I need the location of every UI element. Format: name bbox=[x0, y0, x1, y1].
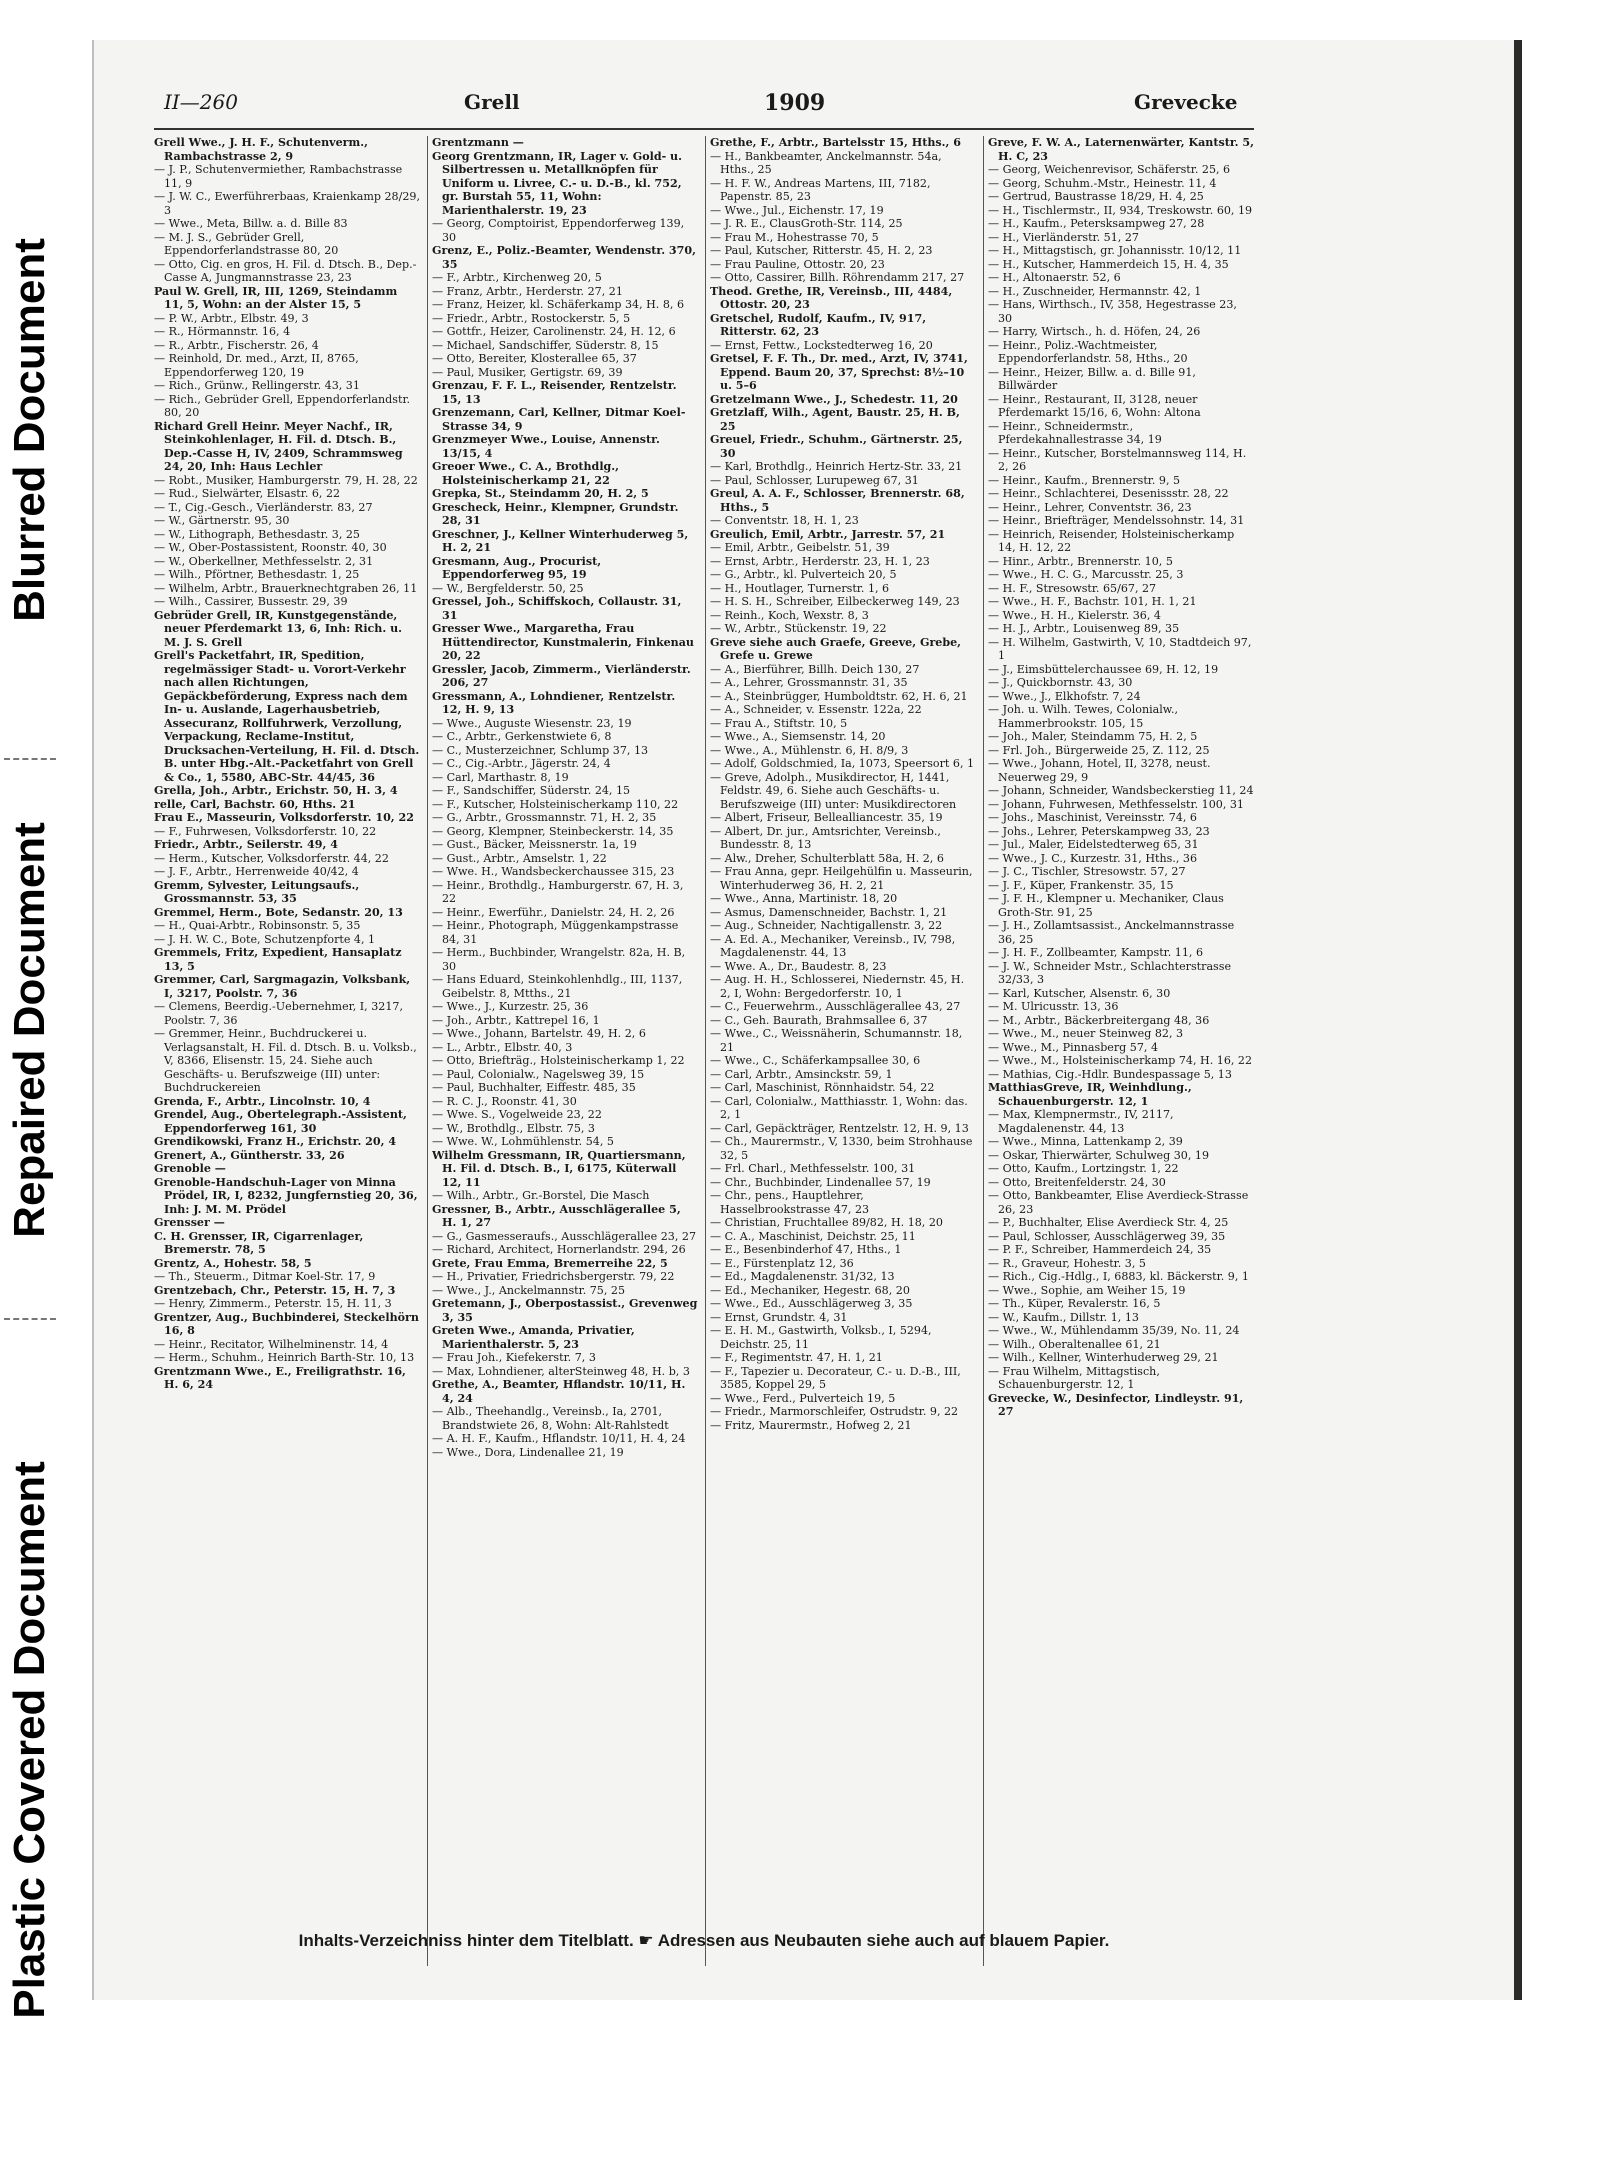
directory-entry: Gressel, Joh., Schiffskoch, Collaustr. 31, 31 bbox=[432, 595, 682, 622]
directory-entry: — Max, Lohndiener, alterSteinweg 48, H. b, 3 bbox=[432, 1364, 690, 1378]
directory-entry: — Emil, Arbtr., Geibelstr. 51, 39 bbox=[710, 541, 890, 554]
directory-entry: — Gottfr., Heizer, Carolinenstr. 24, H. 12, 6 bbox=[432, 325, 676, 338]
directory-entry: — J. C., Tischler, Stresowstr. 57, 27 bbox=[988, 865, 1186, 878]
header-year: 1909 bbox=[764, 90, 826, 116]
directory-entry: — W., Gärtnerstr. 95, 30 bbox=[154, 514, 290, 527]
directory-entry: — Rich., Gebrüder Grell, Eppendorferlandstr. 80, 20 bbox=[154, 392, 411, 419]
directory-entry: — E., Fürstenplatz 12, 36 bbox=[710, 1256, 854, 1270]
directory-entry: — A., Steinbrügger, Humboldtstr. 62, H. 6, 21 bbox=[710, 689, 968, 703]
directory-entry: — F., Arbtr., Kirchenweg 20, 5 bbox=[432, 271, 602, 284]
directory-entry: — Wwe., M., Holsteinischerkamp 74, H. 16, 22 bbox=[988, 1054, 1253, 1067]
directory-entry: — Wwe., H. H., Kielerstr. 36, 4 bbox=[988, 608, 1161, 622]
directory-entry: — Heinr., Kaufm., Brennerstr. 9, 5 bbox=[988, 473, 1181, 487]
directory-entry: Grendel, Aug., Obertelegraph.-Assistent, Eppendorferweg 161, 30 bbox=[154, 1108, 407, 1135]
side-label-separator bbox=[4, 1318, 56, 1320]
directory-entry: — Robt., Musiker, Hamburgerstr. 79, H. 28, 22 bbox=[154, 473, 418, 487]
directory-entry: — Chr., pens., Hauptlehrer, Hasselbrookstrasse 47, 23 bbox=[710, 1189, 870, 1216]
directory-entry: — Adolf, Goldschmied, Ia, 1073, Speersort 6, 1 bbox=[710, 757, 975, 770]
directory-entry: — Wilh., Oberaltenallee 61, 21 bbox=[988, 1337, 1161, 1351]
directory-entry: — C., Arbtr., Gerkenstwiete 6, 8 bbox=[432, 730, 612, 743]
column-1 bbox=[154, 136, 420, 2006]
directory-entry: — Wwe., J., Elkhofstr. 7, 24 bbox=[988, 689, 1141, 703]
directory-entry: — Alb., Theehandlg., Vereinsb., Ia, 2701, Brandstwiete 26, 8, Wohn: Alt-Rahlstedt bbox=[432, 1405, 669, 1432]
directory-entry: Grella, Joh., Arbtr., Erichstr. 50, H. 3, 4 bbox=[154, 784, 398, 797]
directory-entry: — G., Arbtr., Grossmannstr. 71, H. 2, 35 bbox=[432, 811, 657, 824]
directory-entry: Grentzer, Aug., Buchbinderei, Steckelhörn 16, 8 bbox=[154, 1310, 419, 1337]
directory-entry: — T., Cig.-Gesch., Vierländerstr. 83, 27 bbox=[154, 500, 373, 514]
directory-entry: — Oskar, Thierwärter, Schulweg 30, 19 bbox=[988, 1148, 1210, 1162]
directory-entry: — Wwe., Jul., Eichenstr. 17, 19 bbox=[710, 203, 884, 217]
directory-entry: — C., Geh. Baurath, Brahmsallee 6, 37 bbox=[710, 1013, 928, 1027]
directory-entry: — Clemens, Beerdig.-Uebernehmer, I, 3217, Poolstr. 7, 36 bbox=[154, 1000, 403, 1027]
directory-entry: — Karl, Kutscher, Alsenstr. 6, 30 bbox=[988, 986, 1171, 1000]
directory-entry: — Wwe., H. C. G., Marcusstr. 25, 3 bbox=[988, 568, 1184, 581]
directory-entry: — Wwe., Meta, Billw. a. d. Bille 83 bbox=[154, 217, 348, 230]
directory-entry: — J. W. C., Ewerführerbaas, Kraienkamp 28/29, 3 bbox=[154, 190, 420, 217]
directory-entry: — Herm., Schuhm., Heinrich Barth-Str. 10, 13 bbox=[154, 1351, 415, 1364]
directory-entry: — Gust., Arbtr., Amselstr. 1, 22 bbox=[432, 851, 607, 865]
directory-entry: — H. F., Stresowstr. 65/67, 27 bbox=[988, 581, 1157, 595]
directory-entry: Gremmer, Carl, Sargmagazin, Volksbank, I, 3217, Poolstr. 7, 36 bbox=[154, 973, 411, 1000]
directory-entry: — Heinr., Heizer, Billw. a. d. Bille 91, Billwärder bbox=[988, 365, 1196, 392]
directory-entry: — Paul, Schlosser, Lurupeweg 67, 31 bbox=[710, 473, 919, 487]
directory-entry: — Karl, Brothdlg., Heinrich Hertz-Str. 33, 21 bbox=[710, 460, 963, 473]
directory-entry: Grevecke, W., Desinfector, Lindleystr. 91, 27 bbox=[988, 1391, 1244, 1418]
directory-entry: — Heinr., Poliz.-Wachtmeister, Eppendorferlandstr. 58, Hths., 20 bbox=[988, 338, 1188, 365]
directory-entry: — R., Hörmannstr. 16, 4 bbox=[154, 325, 291, 338]
directory-entry: — J. R. E., ClausGroth-Str. 114, 25 bbox=[710, 217, 903, 230]
directory-entry: Gremmels, Fritz, Expedient, Hansaplatz 13, 5 bbox=[154, 946, 402, 973]
directory-entry: — Ernst, Fettw., Lockstedterweg 16, 20 bbox=[710, 338, 933, 352]
directory-entry: Greve siehe auch Graefe, Greeve, Grebe, Grefe u. Grewe bbox=[710, 635, 962, 662]
directory-entry: — H., Vierländerstr. 51, 27 bbox=[988, 230, 1139, 244]
directory-entry: — Wwe., Auguste Wiesenstr. 23, 19 bbox=[432, 716, 632, 730]
directory-entry: — W., Lithograph, Bethesdastr. 3, 25 bbox=[154, 527, 360, 541]
directory-entry: Grenert, A., Güntherstr. 33, 26 bbox=[154, 1148, 345, 1162]
directory-entry: — W., Brothdlg., Elbstr. 75, 3 bbox=[432, 1121, 595, 1135]
directory-entry: — J. F., Küper, Frankenstr. 35, 15 bbox=[988, 878, 1174, 892]
directory-entry: Grenzemann, Carl, Kellner, Ditmar Koel-Strasse 34, 9 bbox=[432, 406, 686, 433]
directory-entry: — Georg, Comptoirist, Eppendorferweg 139, 30 bbox=[432, 217, 685, 244]
directory-entry: Grentzmann — bbox=[432, 136, 524, 149]
directory-entry: — Heinr., Lehrer, Conventstr. 36, 23 bbox=[988, 500, 1192, 514]
directory-entry: — M., Arbtr., Bäckerbreitergang 48, 36 bbox=[988, 1013, 1210, 1027]
directory-entry: Grenda, F., Arbtr., Lincolnstr. 10, 4 bbox=[154, 1094, 371, 1108]
directory-entry: — Frau Anna, gepr. Heilgehülfin u. Masseurin, Winterhuderweg 36, H. 2, 21 bbox=[710, 865, 973, 892]
directory-entry: — G., Arbtr., kl. Pulverteich 20, 5 bbox=[710, 568, 897, 581]
directory-entry: — Frl. Charl., Methfesselstr. 100, 31 bbox=[710, 1162, 916, 1175]
directory-entry: — R., Graveur, Hohestr. 3, 5 bbox=[988, 1256, 1146, 1270]
directory-entry: — Carl, Gepäckträger, Rentzelstr. 12, H. 9, 13 bbox=[710, 1121, 969, 1135]
directory-entry: — Hans Eduard, Steinkohlenhdlg., III, 1137, Geibelstr. 8, Mtths., 21 bbox=[432, 973, 683, 1000]
directory-entry: — J. P., Schutenvermiether, Rambachstrasse 11, 9 bbox=[154, 163, 403, 190]
directory-entry: — R., Arbtr., Fischerstr. 26, 4 bbox=[154, 338, 319, 352]
directory-entry: — Wilh., Kellner, Winterhuderweg 29, 21 bbox=[988, 1351, 1219, 1364]
directory-entry: — Friedr., Arbtr., Rostockerstr. 5, 5 bbox=[432, 311, 631, 325]
directory-entry: — C. A., Maschinist, Deichstr. 25, 11 bbox=[710, 1229, 916, 1243]
directory-entry: — J. H. F., Zollbeamter, Kampstr. 11, 6 bbox=[988, 946, 1204, 959]
directory-entry: — Georg, Weichenrevisor, Schäferstr. 25, 6 bbox=[988, 163, 1231, 176]
directory-entry: — Wilhelm, Arbtr., Brauerknechtgraben 26, 11 bbox=[154, 581, 418, 595]
directory-entry: Gressmann, A., Lohndiener, Rentzelstr. 12, H. 9, 13 bbox=[432, 689, 676, 716]
directory-entry: — Wwe., J. C., Kurzestr. 31, Hths., 36 bbox=[988, 851, 1197, 865]
directory-entry: Grenoble — bbox=[154, 1162, 226, 1175]
directory-entry: Theod. Grethe, IR, Vereinsb., III, 4484, Ottostr. 20, 23 bbox=[710, 284, 953, 311]
directory-entry: — W., Bergfelderstr. 50, 25 bbox=[432, 581, 584, 595]
directory-entry: — P. F., Schreiber, Hammerdeich 24, 35 bbox=[988, 1243, 1212, 1256]
directory-entry: Gretschel, Rudolf, Kaufm., IV, 917, Ritterstr. 62, 23 bbox=[710, 311, 927, 338]
directory-entry: — Carl, Marthastr. 8, 19 bbox=[432, 770, 569, 784]
directory-entry: — Wwe., Anna, Martinistr. 18, 20 bbox=[710, 892, 898, 905]
directory-entry: Grescheck, Heinr., Klempner, Grundstr. 28, 31 bbox=[432, 500, 679, 527]
directory-entry: Gretzelmann Wwe., J., Schedestr. 11, 20 bbox=[710, 392, 958, 406]
directory-entry: — Gust., Bäcker, Meissnerstr. 1a, 19 bbox=[432, 838, 637, 851]
directory-entry: Grentzmann Wwe., E., Freiligrathstr. 16, H. 6, 24 bbox=[154, 1364, 406, 1391]
directory-entry: — Frau Pauline, Ottostr. 20, 23 bbox=[710, 257, 885, 271]
directory-entry: — A., Lehrer, Grossmannstr. 31, 35 bbox=[710, 676, 908, 689]
directory-entry: Georg Grentzmann, IR, Lager v. Gold- u. Silbertressen u. Metallknöpfen für Uniform u. Livree, C.- u. D.-B., kl. 752, gr. Burstah 55, 11, Wohn: Marienthalerstr. 19, 23 bbox=[432, 149, 682, 217]
directory-entry: — P. W., Arbtr., Elbstr. 49, 3 bbox=[154, 311, 309, 325]
header-rule bbox=[154, 128, 1254, 130]
directory-entry: — H. F. W., Andreas Martens, III, 7182, Papenstr. 85, 23 bbox=[710, 176, 931, 203]
directory-entry: Greul, A. A. F., Schlosser, Brennerstr. 68, Hths., 5 bbox=[710, 487, 965, 514]
directory-entry: — Jul., Maler, Eidelstedterweg 65, 31 bbox=[988, 838, 1199, 851]
directory-entry: — Wwe., W., Mühlendamm 35/39, No. 11, 24 bbox=[988, 1324, 1240, 1337]
directory-entry: Gressner, B., Arbtr., Ausschlägerallee 5, H. 1, 27 bbox=[432, 1202, 681, 1229]
directory-entry: — Ernst, Arbtr., Herderstr. 23, H. 1, 23 bbox=[710, 554, 930, 568]
directory-entry: — Otto, Bereiter, Klosterallee 65, 37 bbox=[432, 352, 637, 365]
directory-entry: — Herm., Buchbinder, Wrangelstr. 82a, H. B, 30 bbox=[432, 946, 686, 973]
directory-entry: — H., Mittagstisch, gr. Johannisstr. 10/12, 11 bbox=[988, 244, 1242, 257]
directory-entry: — J. H. W. C., Bote, Schutzenpforte 4, 1 bbox=[154, 932, 376, 946]
directory-entry: Gretsel, F. F. Th., Dr. med., Arzt, IV, 3741, Eppend. Baum 20, 37, Sprechst: 8½–10 u. 5–6 bbox=[710, 352, 968, 392]
directory-entry: — G., Gasmesseraufs., Ausschlägerallee 23, 27 bbox=[432, 1229, 696, 1243]
directory-entry: — Wwe., Ed., Ausschlägerweg 3, 35 bbox=[710, 1297, 913, 1310]
directory-entry: — Heinr., Kutscher, Borstelmannsweg 114, H. 2, 26 bbox=[988, 446, 1247, 473]
directory-entry: — Ernst, Grundstr. 4, 31 bbox=[710, 1310, 848, 1324]
directory-entry: — Henry, Zimmerm., Peterstr. 15, H. 11, 3 bbox=[154, 1297, 392, 1310]
directory-entry: Gremm, Sylvester, Leitungsaufs., Grossmannstr. 53, 35 bbox=[154, 878, 360, 905]
directory-entry: — Paul, Buchhalter, Eiffestr. 485, 35 bbox=[432, 1081, 636, 1094]
directory-entry: C. H. Grensser, IR, Cigarrenlager, Bremerstr. 78, 5 bbox=[154, 1229, 364, 1256]
footer-note: Inhalts-Verzeichniss hinter dem Titelblatt. ☛ Adressen aus Neubauten siehe auch auf blauem Papier. bbox=[298, 1931, 1110, 1950]
directory-entry: Gresser Wwe., Margaretha, Frau Hüttendirector, Kunstmalerin, Finkenau 20, 22 bbox=[432, 622, 695, 662]
directory-entry: — Fritz, Maurermstr., Hofweg 2, 21 bbox=[710, 1418, 912, 1432]
directory-entry: — Heinr., Schneidermstr., Pferdekahnallestrasse 34, 19 bbox=[988, 419, 1162, 446]
directory-entry: — A., Schneider, v. Essenstr. 122a, 22 bbox=[710, 703, 922, 716]
directory-entry: — Frau A., Stiftstr. 10, 5 bbox=[710, 716, 848, 730]
directory-entry: — Herm., Kutscher, Volksdorferstr. 44, 22 bbox=[154, 851, 389, 865]
directory-entry: — W., Arbtr., Stückenstr. 19, 22 bbox=[710, 622, 887, 635]
page-number: II—260 bbox=[164, 90, 238, 114]
directory-entry: — Paul, Schlosser, Ausschlägerweg 39, 35 bbox=[988, 1229, 1226, 1243]
directory-entry: — H. J., Arbtr., Louisenweg 89, 35 bbox=[988, 622, 1180, 635]
directory-entry: — Wwe., J., Kurzestr. 25, 36 bbox=[432, 1000, 589, 1013]
directory-entry: — Otto, Briefträg., Holsteinischerkamp 1, 22 bbox=[432, 1054, 685, 1067]
directory-entry: — Gremmer, Heinr., Buchdruckerei u. Verlagsanstalt, H. Fil. d. Dtsch. B. u. Volksb., V, 8366, Elisenstr. 15, 24. Siehe auch Geschäfts- u. Berufszweige (III) unter: Buchdruckereien bbox=[154, 1027, 417, 1094]
directory-entry: Grete, Frau Emma, Bremerreihe 22, 5 bbox=[432, 1256, 668, 1270]
directory-entry: Paul W. Grell, IR, III, 1269, Steindamm 11, 5, Wohn: an der Alster 15, 5 bbox=[154, 284, 398, 311]
directory-entry: — H. Wilhelm, Gastwirth, V, 10, Stadtdeich 97, 1 bbox=[988, 635, 1252, 662]
directory-entry: — Wwe., M., neuer Steinweg 82, 3 bbox=[988, 1027, 1184, 1040]
directory-entry: — Hinr., Arbtr., Brennerstr. 10, 5 bbox=[988, 554, 1173, 568]
directory-entry: — C., Feuerwehrm., Ausschlägerallee 43, 27 bbox=[710, 1000, 961, 1013]
column-4 bbox=[988, 136, 1254, 2006]
directory-entry: — Wwe., A., Mühlenstr. 6, H. 8/9, 3 bbox=[710, 743, 909, 757]
directory-entry: — Wwe. S., Vogelweide 23, 22 bbox=[432, 1108, 602, 1121]
directory-entry: — Wilh., Pförtner, Bethesdastr. 1, 25 bbox=[154, 568, 360, 581]
directory-entry: — P., Buchhalter, Elise Averdieck Str. 4, 25 bbox=[988, 1216, 1229, 1229]
directory-entry: — C., Cig.-Arbtr., Jägerstr. 24, 4 bbox=[432, 757, 611, 770]
directory-entry: — Richard, Architect, Hornerlandstr. 294, 26 bbox=[432, 1243, 686, 1256]
directory-entry: — Christian, Fruchtallee 89/82, H. 18, 20 bbox=[710, 1216, 943, 1229]
directory-entry: — Heinr., Briefträger, Mendelssohnstr. 14, 31 bbox=[988, 514, 1245, 527]
directory-entry: Gretemann, J., Oberpostassist., Grevenweg 3, 35 bbox=[432, 1297, 698, 1324]
directory-entry: — Wwe. W., Lohmühlenstr. 54, 5 bbox=[432, 1135, 614, 1148]
directory-entry: — M. J. S., Gebrüder Grell, Eppendorferlandstrasse 80, 20 bbox=[154, 230, 339, 257]
page-header bbox=[164, 90, 1238, 130]
directory-entry: Gressler, Jacob, Zimmerm., Vierländerstr. 206, 27 bbox=[432, 662, 691, 689]
directory-entry: — Alw., Dreher, Schulterblatt 58a, H. 2, 6 bbox=[710, 851, 944, 865]
directory-entry: — Max, Klempnermstr., IV, 2117, Magdalenenstr. 44, 13 bbox=[988, 1108, 1174, 1135]
directory-entry: — Albert, Friseur, Bellealliancestr. 35, 19 bbox=[710, 811, 943, 824]
directory-entry: — Wwe., H. F., Bachstr. 101, H. 1, 21 bbox=[988, 595, 1197, 608]
directory-entry: Grell Wwe., J. H. F., Schutenverm., Rambachstrasse 2, 9 bbox=[154, 136, 368, 163]
directory-entry: Richard Grell Heinr. Meyer Nachf., IR, Steinkohlenlager, H. Fil. d. Dtsch. B., Dep.-Casse H, IV, 2409, Schrammsweg 24, 20, Inh: Haus Lechler bbox=[154, 419, 403, 473]
directory-entry: — Heinr., Brothdlg., Hamburgerstr. 67, H. 3, 22 bbox=[432, 878, 684, 905]
directory-entry: — Wwe., J., Anckelmannstr. 75, 25 bbox=[432, 1283, 626, 1297]
directory-entry: Friedr., Arbtr., Seilerstr. 49, 4 bbox=[154, 838, 338, 851]
directory-entry: — Ch., Maurermstr., V, 1330, beim Strohhause 32, 5 bbox=[710, 1135, 973, 1162]
directory-entry: — W., Kaufm., Dillstr. 1, 13 bbox=[988, 1310, 1139, 1324]
directory-entry: — Th., Steuerm., Ditmar Koel-Str. 17, 9 bbox=[154, 1270, 376, 1283]
directory-entry: — Reinhold, Dr. med., Arzt, II, 8765, Eppendorferweg 120, 19 bbox=[154, 352, 359, 379]
directory-entry: Gresmann, Aug., Procurist, Eppendorferweg 95, 19 bbox=[432, 554, 602, 581]
side-label-plastic: Plastic Covered Document bbox=[5, 1461, 54, 2019]
directory-entry: — E., Besenbinderhof 47, Hths., 1 bbox=[710, 1243, 902, 1256]
directory-entry: — H., Kaufm., Petersksampweg 27, 28 bbox=[988, 217, 1205, 230]
directory-entry: — Wwe., C., Weissnäherin, Schumannstr. 18, 21 bbox=[710, 1027, 963, 1054]
directory-entry: — H., Bankbeamter, Anckelmannstr. 54a, Hths., 25 bbox=[710, 149, 942, 176]
header-left-word: Grell bbox=[464, 90, 520, 114]
directory-entry: — H., Quai-Arbtr., Robinsonstr. 5, 35 bbox=[154, 919, 361, 932]
directory-entry: — Wwe., Ferd., Pulverteich 19, 5 bbox=[710, 1391, 896, 1405]
directory-entry: — Gertrud, Baustrasse 18/29, H. 4, 25 bbox=[988, 190, 1204, 203]
directory-entry: Grentzebach, Chr., Peterstr. 15, H. 7, 3 bbox=[154, 1283, 396, 1297]
directory-entry: — Wilh., Cassirer, Bussestr. 29, 39 bbox=[154, 595, 348, 608]
directory-entry: — Th., Küper, Revalerstr. 16, 5 bbox=[988, 1297, 1161, 1310]
directory-entry: — Friedr., Marmorschleifer, Ostrudstr. 9, 22 bbox=[710, 1405, 959, 1418]
directory-entry: Grethe, F., Arbtr., Bartelsstr 15, Hths., 6 bbox=[710, 136, 961, 149]
directory-entry: — W., Oberkellner, Methfesselstr. 2, 31 bbox=[154, 554, 374, 568]
directory-entry: — H., Tischlermstr., II, 934, Treskowstr. 60, 19 bbox=[988, 203, 1253, 217]
directory-entry: — Conventstr. 18, H. 1, 23 bbox=[710, 514, 859, 527]
directory-entry: — Paul, Musiker, Gertigstr. 69, 39 bbox=[432, 365, 623, 379]
column-2 bbox=[432, 136, 698, 2006]
directory-entry: — A. Ed. A., Mechaniker, Vereinsb., IV, 798, Magdalenenstr. 44, 13 bbox=[710, 932, 956, 959]
side-label-repaired: Repaired Document bbox=[5, 822, 55, 1238]
directory-entry: — Heinr., Photograph, Müggenkampstrasse 84, 31 bbox=[432, 919, 679, 946]
directory-entry: Greulich, Emil, Arbtr., Jarrestr. 57, 21 bbox=[710, 527, 946, 541]
directory-entry: — A. H. F., Kaufm., Hflandstr. 10/11, H. 4, 24 bbox=[432, 1432, 686, 1445]
directory-entry: — Johann, Schneider, Wandsbeckerstieg 11, 24 bbox=[988, 784, 1254, 797]
directory-entry: — Ed., Magdalenenstr. 31/32, 13 bbox=[710, 1270, 895, 1283]
directory-entry: — Otto, Bankbeamter, Elise Averdieck-Strasse 26, 23 bbox=[988, 1189, 1249, 1216]
directory-entry: — Joh., Maler, Steindamm 75, H. 2, 5 bbox=[988, 730, 1198, 743]
directory-entry: — C., Musterzeichner, Schlump 37, 13 bbox=[432, 743, 649, 757]
directory-entry: Grentz, A., Hohestr. 58, 5 bbox=[154, 1256, 312, 1270]
directory-entry: Grenzau, F. F. L., Reisender, Rentzelstr. 15, 13 bbox=[432, 379, 677, 406]
side-label-blurred: Blurred Document bbox=[5, 238, 55, 622]
directory-entry: Grendikowski, Franz H., Erichstr. 20, 4 bbox=[154, 1135, 397, 1148]
directory-entry: — Wilh., Arbtr., Gr.-Borstel, Die Masch bbox=[432, 1189, 650, 1202]
directory-entry: — Paul, Kutscher, Ritterstr. 45, H. 2, 23 bbox=[710, 244, 933, 257]
directory-entry: — Johs., Maschinist, Vereinsstr. 74, 6 bbox=[988, 811, 1197, 824]
directory-entry: — Carl, Arbtr., Amsinckstr. 59, 1 bbox=[710, 1067, 893, 1081]
directory-entry: — Heinr., Schlachterei, Desenissstr. 28, 22 bbox=[988, 487, 1229, 500]
side-label-separator bbox=[4, 758, 56, 760]
directory-entry: Grell's Packetfahrt, IR, Spedition, regelmässiger Stadt- u. Vorort-Verkehr nach allen Richtungen, Gepäckbeförderung, Express nach dem In- u. Auslande, Lagerhausbetrieb, Assecuranz, Rollfuhrwerk, Verzollung, Verpackung, Reclame-Institut, Drucksachen-Verteilung, H. Fil. d. Dtsch. B. unter Hbg.-Alt.-Packetfahrt von Grell & Co., 1, 5580, ABC-Str. 44/45, 36 bbox=[154, 649, 420, 784]
directory-entry: — H. S. H., Schreiber, Eilbeckerweg 149, 23 bbox=[710, 595, 960, 608]
directory-entry: Greschner, J., Kellner Winterhuderweg 5, H. 2, 21 bbox=[432, 527, 689, 554]
directory-entry: — Wwe., Johann, Bartelstr. 49, H. 2, 6 bbox=[432, 1027, 646, 1040]
directory-entry: — Georg, Schuhm.-Mstr., Heinestr. 11, 4 bbox=[988, 176, 1217, 190]
directory-entry: — J. F. H., Klempner u. Mechaniker, Claus Groth-Str. 91, 25 bbox=[988, 892, 1224, 919]
directory-entry: — Asmus, Damenschneider, Bachstr. 1, 21 bbox=[710, 905, 948, 919]
directory-entry: — J., Eimsbüttelerchaussee 69, H. 12, 19 bbox=[988, 662, 1219, 676]
directory-entry: — Chr., Buchbinder, Lindenallee 57, 19 bbox=[710, 1175, 931, 1189]
directory-entry: Greuel, Friedr., Schuhm., Gärtnerstr. 25, 30 bbox=[710, 433, 963, 460]
directory-entry: Grepka, St., Steindamm 20, H. 2, 5 bbox=[432, 487, 649, 500]
directory-entry: — J. F., Arbtr., Herrenweide 40/42, 4 bbox=[154, 865, 359, 878]
directory-entry: Gretzlaff, Wilh., Agent, Baustr. 25, H. B, 25 bbox=[710, 406, 960, 433]
directory-entry: — H., Kutscher, Hammerdeich 15, H. 4, 35 bbox=[988, 257, 1229, 271]
directory-entry: — Wwe., C., Schäferkampsallee 30, 6 bbox=[710, 1054, 921, 1067]
directory-entry: — Joh., Arbtr., Kattrepel 16, 1 bbox=[432, 1013, 600, 1027]
directory-entry: — J., Quickbornstr. 43, 30 bbox=[988, 676, 1133, 689]
directory-entry: — Franz, Arbtr., Herderstr. 27, 21 bbox=[432, 284, 623, 298]
directory-entry: — W., Ober-Postassistent, Roonstr. 40, 30 bbox=[154, 541, 387, 554]
directory-entry: — Otto, Kaufm., Lortzingstr. 1, 22 bbox=[988, 1162, 1179, 1175]
directory-entry: Grenz, E., Poliz.-Beamter, Wendenstr. 370, 35 bbox=[432, 244, 696, 271]
column-3 bbox=[710, 136, 976, 2006]
directory-entry: — E. H. M., Gastwirth, Volksb., I, 5294, Deichstr. 25, 11 bbox=[710, 1324, 932, 1351]
header-right-word: Grevecke bbox=[1134, 90, 1238, 114]
directory-entry: — Frau M., Hohestrasse 70, 5 bbox=[710, 230, 879, 244]
directory-entry: — M. Ulricusstr. 13, 36 bbox=[988, 1000, 1119, 1013]
directory-entry: — Wwe., Minna, Lattenkamp 2, 39 bbox=[988, 1135, 1183, 1148]
directory-entry: Gremmel, Herm., Bote, Sedanstr. 20, 13 bbox=[154, 905, 403, 919]
directory-entry: — Albert, Dr. jur., Amtsrichter, Vereinsb., Bundesstr. 8, 13 bbox=[710, 824, 941, 851]
directory-entry: — Wwe., Johann, Hotel, II, 3278, neust. Neuerweg 29, 9 bbox=[988, 757, 1211, 784]
directory-entry: — A., Bierführer, Billh. Deich 130, 27 bbox=[710, 662, 920, 676]
directory-entry: — Mathias, Cig.-Hdlr. Bundespassage 5, 13 bbox=[988, 1067, 1232, 1081]
directory-entry: — Carl, Colonialw., Matthiasstr. 1, Wohn: das. 2, 1 bbox=[710, 1094, 968, 1121]
directory-entry: — Heinr., Recitator, Wilhelminenstr. 14, 4 bbox=[154, 1337, 389, 1351]
directory-entry: — Heinr., Restaurant, II, 3128, neuer Pferdemarkt 15/16, 6, Wohn: Altona bbox=[988, 392, 1201, 419]
document-page bbox=[92, 40, 1514, 2000]
directory-entry: Grensser — bbox=[154, 1216, 225, 1229]
directory-entry: — H., Altonaerstr. 52, 6 bbox=[988, 271, 1121, 284]
directory-entry: — Carl, Maschinist, Rönnhaidstr. 54, 22 bbox=[710, 1081, 935, 1094]
directory-entry: — Harry, Wirtsch., h. d. Höfen, 24, 26 bbox=[988, 325, 1201, 338]
directory-entry: — Joh. u. Wilh. Tewes, Colonialw., Hammerbrookstr. 105, 15 bbox=[988, 703, 1179, 730]
directory-entry: relle, Carl, Bachstr. 60, Hths. 21 bbox=[154, 797, 356, 811]
directory-entry: — Otto, Cassirer, Billh. Röhrendamm 217, 27 bbox=[710, 271, 965, 284]
directory-entry: — H., Zuschneider, Hermannstr. 42, 1 bbox=[988, 284, 1202, 298]
directory-entry: — J. W., Schneider Mstr., Schlachterstrasse 32/33, 3 bbox=[988, 959, 1232, 986]
directory-entry: Gebrüder Grell, IR, Kunstgegenstände, neuer Pferdemarkt 13, 6, Inh: Rich. u. M. J. S. Grell bbox=[154, 608, 403, 649]
directory-entry: — F., Sandschiffer, Süderstr. 24, 15 bbox=[432, 784, 631, 797]
directory-entry: — Frl. Joh., Bürgerweide 25, Z. 112, 25 bbox=[988, 743, 1210, 757]
directory-entry: Greten Wwe., Amanda, Privatier, Marienthalerstr. 5, 23 bbox=[432, 1324, 635, 1351]
directory-entry: Wilhelm Gressmann, IR, Quartiersmann, H. Fil. d. Dtsch. B., I, 6175, Küterwall 12, 11 bbox=[432, 1148, 686, 1189]
directory-entry: — Otto, Cig. en gros, H. Fil. d. Dtsch. B., Dep.-Casse A, Jungmannstrasse 23, 23 bbox=[154, 257, 417, 284]
directory-entry: — Rud., Sielwärter, Elsastr. 6, 22 bbox=[154, 487, 341, 500]
directory-entry: MatthiasGreve, IR, Weinhdlung., Schauenburgerstr. 12, 1 bbox=[988, 1081, 1192, 1108]
directory-entry: — Johann, Fuhrwesen, Methfesselstr. 100, 31 bbox=[988, 797, 1244, 811]
directory-entry: Grethe, A., Beamter, Hflandstr. 10/11, H. 4, 24 bbox=[432, 1378, 686, 1405]
directory-entry: — Reinh., Koch, Wexstr. 8, 3 bbox=[710, 608, 869, 622]
directory-entry: — L., Arbtr., Elbstr. 40, 3 bbox=[432, 1040, 573, 1054]
directory-entry: — Johs., Lehrer, Peterskampweg 33, 23 bbox=[988, 824, 1210, 838]
directory-entry: — Wwe., A., Siemsenstr. 14, 20 bbox=[710, 730, 886, 743]
directory-entry: — Otto, Breitenfelderstr. 24, 30 bbox=[988, 1175, 1166, 1189]
directory-entry: — Greve, Adolph., Musikdirector, H, 1441, Feldstr. 49, 6. Siehe auch Geschäfts- u. Berufszweige (III) unter: Musikdirectoren bbox=[710, 770, 957, 811]
directory-entry: — Ed., Mechaniker, Hegestr. 68, 20 bbox=[710, 1283, 910, 1297]
directory-entry: — F., Fuhrwesen, Volksdorferstr. 10, 22 bbox=[154, 824, 377, 838]
directory-entry: — Wwe., M., Pinnasberg 57, 4 bbox=[988, 1040, 1159, 1054]
directory-entry: Greoer Wwe., C. A., Brothdlg., Holsteinischerkamp 21, 22 bbox=[432, 460, 620, 487]
directory-entry: — Franz, Heizer, kl. Schäferkamp 34, H. 8, 6 bbox=[432, 298, 685, 311]
directory-entry: — Paul, Colonialw., Nagelsweg 39, 15 bbox=[432, 1067, 645, 1081]
directory-entry: Greve, F. W. A., Laternenwärter, Kantstr. 5, H. C, 23 bbox=[988, 136, 1254, 163]
directory-columns bbox=[154, 136, 1254, 2006]
directory-entry: — Wwe. A., Dr., Baudestr. 8, 23 bbox=[710, 959, 887, 973]
directory-entry: — Wwe. H., Wandsbeckerchaussee 315, 23 bbox=[432, 865, 675, 878]
directory-entry: — J. H., Zollamtsassist., Anckelmannstrasse 36, 25 bbox=[988, 919, 1235, 946]
directory-entry: — Michael, Sandschiffer, Süderstr. 8, 15 bbox=[432, 338, 659, 352]
directory-entry: — Rich., Cig.-Hdlg., I, 6883, kl. Bäckerstr. 9, 1 bbox=[988, 1270, 1249, 1283]
directory-entry: — Rich., Grünw., Rellingerstr. 43, 31 bbox=[154, 379, 360, 392]
directory-entry: — F., Tapezier u. Decorateur, C.- u. D.-B., III, 3585, Koppel 29, 5 bbox=[710, 1364, 961, 1391]
directory-entry: — F., Kutscher, Holsteinischerkamp 110, 22 bbox=[432, 797, 679, 811]
directory-entry: — H., Privatier, Friedrichsbergerstr. 79, 22 bbox=[432, 1270, 675, 1283]
directory-entry: Grenoble-Handschuh-Lager von Minna Prödel, IR, I, 8232, Jungfernstieg 20, 36, Inh: J. M. M. Prödel bbox=[154, 1175, 418, 1216]
directory-entry: — Aug., Schneider, Nachtigallenstr. 3, 22 bbox=[710, 919, 943, 932]
directory-entry: — F., Regimentstr. 47, H. 1, 21 bbox=[710, 1351, 883, 1364]
directory-entry: — Georg, Klempner, Steinbeckerstr. 14, 35 bbox=[432, 824, 674, 838]
directory-entry: — Frau Wilhelm, Mittagstisch, Schauenburgerstr. 12, 1 bbox=[988, 1364, 1160, 1391]
directory-entry: Grenzmeyer Wwe., Louise, Annenstr. 13/15, 4 bbox=[432, 433, 660, 460]
page-edge bbox=[1514, 40, 1522, 2000]
directory-entry: — Frau Joh., Kiefekerstr. 7, 3 bbox=[432, 1351, 596, 1364]
directory-entry: — H., Houtlager, Turnerstr. 1, 6 bbox=[710, 581, 890, 595]
directory-entry: — Aug. H. H., Schlosserei, Niedernstr. 45, H. 2, I, Wohn: Bergedorferstr. 10, 1 bbox=[710, 973, 965, 1000]
directory-entry: — Heinrich, Reisender, Holsteinischerkamp 14, H. 12, 22 bbox=[988, 527, 1235, 554]
directory-entry: — Hans, Wirthsch., IV, 358, Hegestrasse 23, 30 bbox=[988, 298, 1237, 325]
directory-entry: — R. C. J., Roonstr. 41, 30 bbox=[432, 1094, 577, 1108]
directory-entry: — Wwe., Dora, Lindenallee 21, 19 bbox=[432, 1445, 624, 1459]
directory-entry: — Heinr., Ewerführ., Danielstr. 24, H. 2, 26 bbox=[432, 905, 675, 919]
directory-entry: Frau E., Masseurin, Volksdorferstr. 10, 22 bbox=[154, 811, 414, 824]
directory-entry: — Wwe., Sophie, am Weiher 15, 19 bbox=[988, 1283, 1186, 1297]
